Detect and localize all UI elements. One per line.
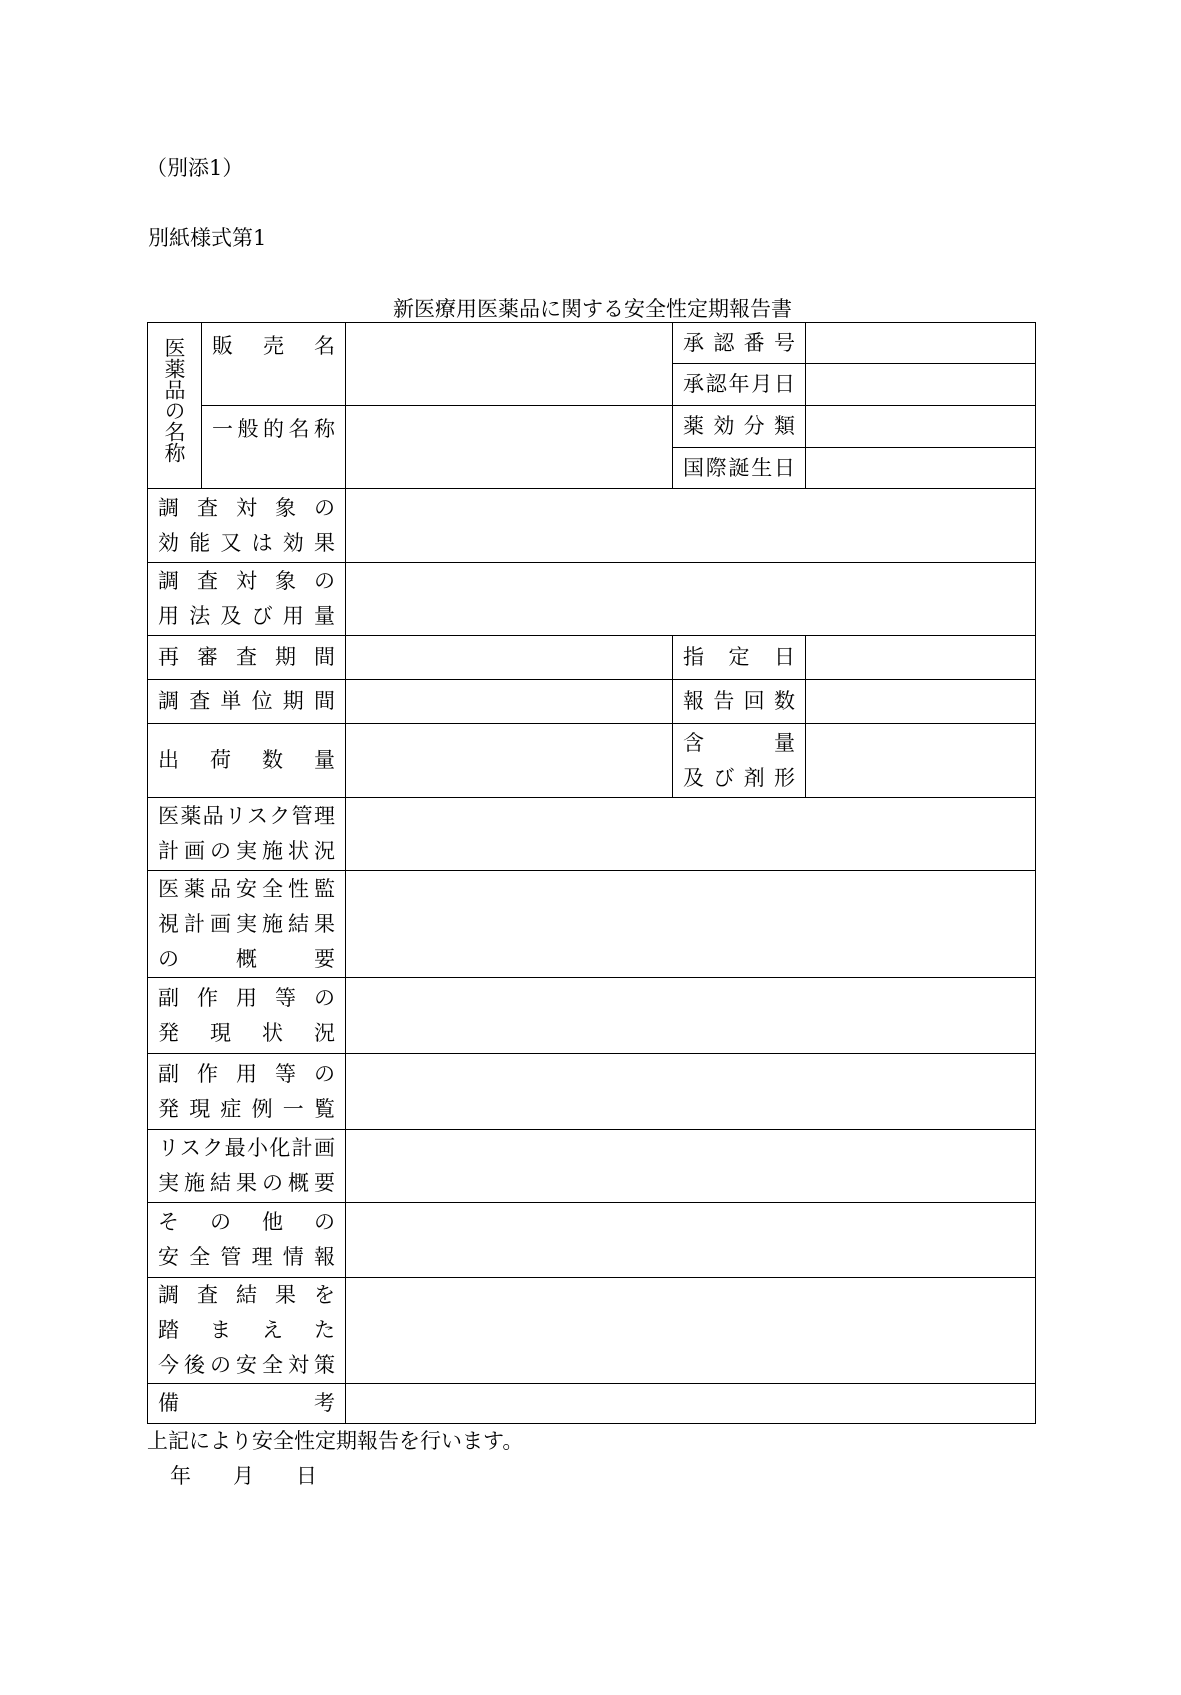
reexam-period-label: 再審査期間 <box>148 636 346 680</box>
efficacy-class-field[interactable] <box>806 406 1036 448</box>
reexam-period-field[interactable] <box>346 636 673 680</box>
content-form-field[interactable] <box>806 724 1036 798</box>
dosage-field[interactable] <box>346 563 1036 636</box>
efficacy-label: 調査対象の 効能又は効果 <box>148 489 346 563</box>
pv-plan-results-field[interactable] <box>346 871 1036 978</box>
approval-number-label: 承認番号 <box>673 323 806 364</box>
remarks-label: 備考 <box>148 1384 346 1424</box>
adverse-reaction-status-label: 副作用等の 発現状況 <box>148 978 346 1054</box>
designation-date-field[interactable] <box>806 636 1036 680</box>
generic-name-field[interactable] <box>346 406 673 489</box>
dosage-label: 調査対象の 用法及び用量 <box>148 563 346 636</box>
rmp-status-label: 医薬品リスク管理 計画の実施状況 <box>148 798 346 871</box>
document-title: 新医療用医薬品に関する安全性定期報告書 <box>393 297 792 321</box>
approval-number-field[interactable] <box>806 323 1036 364</box>
form-number: 別紙様式第1 <box>148 226 267 250</box>
future-measures-field[interactable] <box>346 1278 1036 1384</box>
efficacy-class-label: 薬効分類 <box>673 406 806 448</box>
remarks-field[interactable] <box>346 1384 1036 1424</box>
generic-name-label: 一般的名称 <box>202 406 346 489</box>
brand-name-field[interactable] <box>346 323 673 406</box>
future-measures-label: 調査結果を 踏まえた 今後の安全対策 <box>148 1278 346 1384</box>
report-count-label: 報告回数 <box>673 680 806 724</box>
risk-minimization-field[interactable] <box>346 1130 1036 1203</box>
adverse-reaction-status-field[interactable] <box>346 978 1036 1054</box>
approval-date-label: 承認年月日 <box>673 364 806 406</box>
survey-unit-period-label: 調査単位期間 <box>148 680 346 724</box>
international-birth-date-label: 国際誕生日 <box>673 448 806 489</box>
content-form-label: 含量 及び剤形 <box>673 724 806 798</box>
date-line: 年 月 日 <box>170 1464 317 1488</box>
shipment-quantity-field[interactable] <box>346 724 673 798</box>
footer-statement: 上記により安全性定期報告を行います。 <box>147 1429 524 1453</box>
brand-name-label: 販 売 名 <box>202 323 346 406</box>
report-form-table <box>147 322 1036 1424</box>
pv-plan-results-label: 医薬品安全性監 視計画実施結果 の概要 <box>148 871 346 978</box>
shipment-quantity-label: 出荷数量 <box>148 724 346 798</box>
product-name-group-label: 医薬品の名称 <box>148 323 202 489</box>
report-count-field[interactable] <box>806 680 1036 724</box>
efficacy-field[interactable] <box>346 489 1036 563</box>
adverse-case-list-label: 副作用等の 発現症例一覧 <box>148 1054 346 1130</box>
international-birth-date-field[interactable] <box>806 448 1036 489</box>
attachment-label: （別添1） <box>146 156 244 180</box>
survey-unit-period-field[interactable] <box>346 680 673 724</box>
risk-minimization-label: リスク最小化計画 実施結果の概要 <box>148 1130 346 1203</box>
other-safety-info-field[interactable] <box>346 1203 1036 1278</box>
designation-date-label: 指定日 <box>673 636 806 680</box>
other-safety-info-label: その他の 安全管理情報 <box>148 1203 346 1278</box>
adverse-case-list-field[interactable] <box>346 1054 1036 1130</box>
approval-date-field[interactable] <box>806 364 1036 406</box>
rmp-status-field[interactable] <box>346 798 1036 871</box>
